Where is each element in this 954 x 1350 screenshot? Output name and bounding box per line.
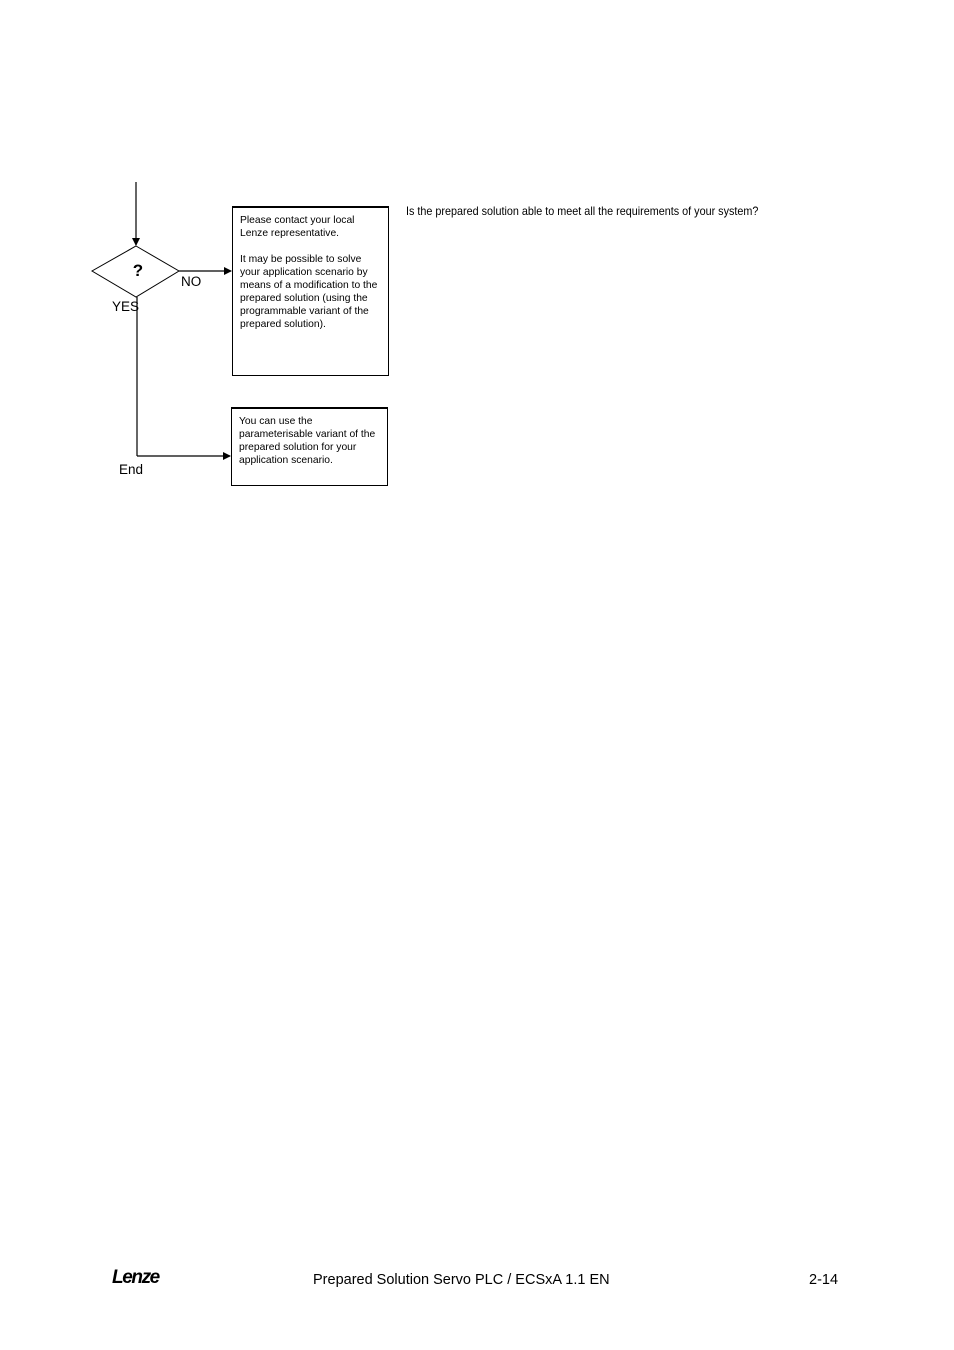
question-text: Is the prepared solution able to meet all the requirements of your system?: [406, 204, 759, 218]
no-outcome-paragraph-1: Please contact your local Lenze representative.: [240, 215, 355, 239]
no-label: NO: [181, 274, 202, 289]
end-label: End: [119, 462, 144, 477]
yes-outcome-text: You can use the parameterisable variant of the prepared solution for your application scenario.: [239, 416, 376, 466]
footer-title: Prepared Solution Servo PLC / ECSxA 1.1 EN: [313, 1272, 610, 1288]
lenze-logo: Lenze: [112, 1267, 159, 1288]
yes-outcome-box: [231, 407, 388, 486]
no-outcome-paragraph-2: It may be possible to solve your application scenario by means of a modification to the prepared solution (using the programmable variant of the prepared solution).: [240, 254, 378, 330]
no-outcome-box: [232, 206, 389, 376]
page-number: 2-14: [809, 1272, 839, 1288]
yes-label: YES: [112, 299, 140, 314]
decision-symbol: ?: [132, 261, 144, 280]
